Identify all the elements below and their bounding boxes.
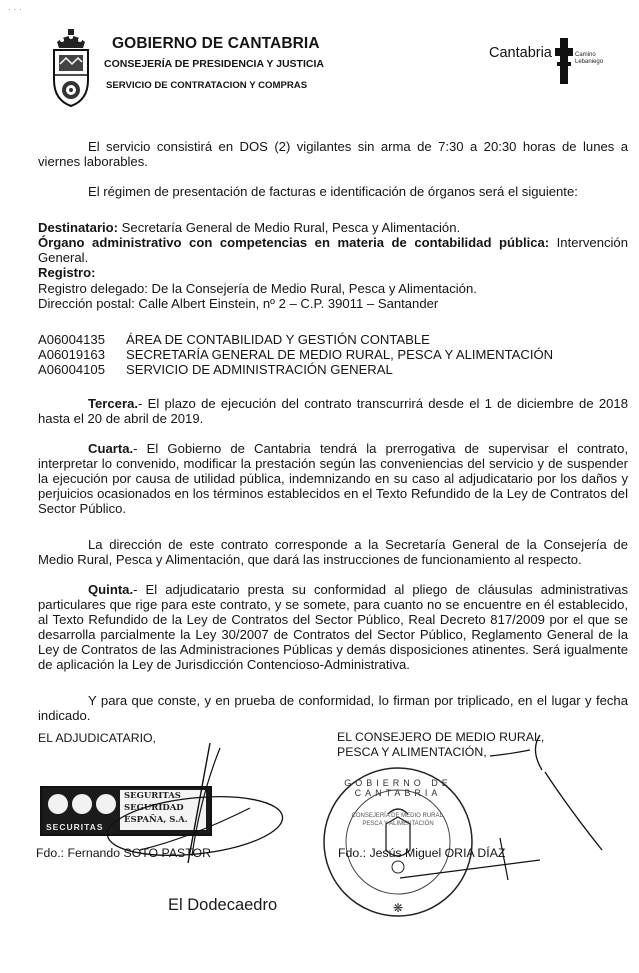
service-paragraph: El servicio consistirá en DOS (2) vigilantes sin arma de 7:30 a 20:30 horas de lunes a viernes laborables. bbox=[38, 139, 628, 169]
registro-delegado: Registro delegado: De la Consejería de Medio Rural, Pesca y Alimentación. bbox=[38, 281, 477, 296]
consejero-title-2: PESCA Y ALIMENTACIÓN, bbox=[337, 745, 487, 759]
svg-text:❋: ❋ bbox=[392, 901, 404, 915]
clause-tercera: Tercera.- El plazo de ejecución del contrato transcurrirá desde el 1 de diciembre de 2018 hasta el 20 de abril de 2019. bbox=[38, 396, 628, 426]
clause-quinta: Quinta.- El adjudicatario presta su conformidad al pliego de cláusulas administrativas particulares que rige para este contrato, y se somete, para cuanto no se encuentre en él establecido, al Texto Refundido de la Ley de Contratos del Sector Público, Real Decreto 817/2009 por el que se desarrolla parcialmente la Ley 30/2007 de Contratos del Sector Público, Reglamento General de la Ley de Contratos de las Administraciones Públicas y demás disposiciones atinentes. Será igualmente de aplicación la Ley de Jurisdicción Contencioso-Administrativa. bbox=[38, 582, 628, 672]
adjudicatario-title: EL ADJUDICATARIO, bbox=[38, 731, 156, 745]
regimen-paragraph: El régimen de presentación de facturas e identificación de órganos será el siguiente: bbox=[88, 184, 578, 199]
direction-paragraph: La dirección de este contrato corresponde a la Secretaría General de la Consejería de Medio Rural, Pesca y Alimentación, que dará las instrucciones de funcionamiento al respecto. bbox=[38, 537, 628, 567]
registro-label: Registro: bbox=[38, 265, 96, 280]
organo-line: Órgano administrativo con competencias en materia de contabilidad pública: Intervención General. bbox=[38, 235, 628, 265]
scan-marks: · · · bbox=[8, 4, 22, 14]
postal-address: Dirección postal: Calle Albert Einstein, nº 2 – C.P. 39011 – Santander bbox=[38, 296, 439, 311]
department-name: CONSEJERÍA DE PRESIDENCIA Y JUSTICIA bbox=[104, 58, 324, 70]
logo-subtitle: Camino Lebaniego bbox=[575, 52, 604, 65]
organ-code-row: A06004135 ÁREA DE CONTABILIDAD Y GESTIÓN CONTABLE bbox=[38, 332, 430, 347]
cantabria-logo bbox=[489, 38, 604, 88]
clause-cuarta: Cuarta.- El Gobierno de Cantabria tendrá la prerrogativa de supervisar el contrato, interpretar lo convenido, modificar la prestación según las conveniencias del servicio y de suspender la ejecución por causa de utilidad pública, indemnizando en su caso al adjudicatario por los daños y perjuicios ocasionados en los términos establecidos en el Texto Refundido de la Ley de Contratos del Sector Público. bbox=[38, 441, 628, 516]
seal-text: GOBIERNO DE CANTABRIA bbox=[344, 778, 452, 798]
closing-paragraph: Y para que conste, y en prueba de conformidad, lo firman por triplicado, en el lugar y fecha indicado. bbox=[38, 693, 628, 723]
service-name: SERVICIO DE CONTRATACION Y COMPRAS bbox=[106, 80, 308, 91]
consejero-title: EL CONSEJERO DE MEDIO RURAL, bbox=[337, 730, 545, 744]
coat-of-arms-icon bbox=[48, 28, 94, 108]
seal-inner-text: CONSEJERÍA DE MEDIO RURAL, PESCA Y ALIMENTACIÓN bbox=[351, 813, 445, 827]
destinatario-line: Destinatario: Secretaría General de Medio Rural, Pesca y Alimentación. bbox=[38, 220, 461, 235]
adjudicatario-name: Fdo.: Fernando SOTO PASTOR bbox=[36, 846, 211, 860]
consejero-name: Fdo.: Jesús Miguel ORIA DÍAZ bbox=[338, 846, 506, 860]
organ-code-row: A06019163 SECRETARÍA GENERAL DE MEDIO RURAL, PESCA Y ALIMENTACIÓN bbox=[38, 347, 554, 362]
cross-icon bbox=[555, 38, 573, 84]
organ-code-row: A06004105 SERVICIO DE ADMINISTRACIÓN GENERAL bbox=[38, 362, 393, 377]
stamp-company-name: SEGURITAS SEGURIDAD ESPAÑA, S.A. bbox=[120, 790, 206, 830]
stamp-brand: SECURITAS bbox=[46, 822, 104, 832]
government-title: GOBIERNO DE CANTABRIA bbox=[112, 35, 320, 52]
footer-label: El Dodecaedro bbox=[168, 896, 278, 914]
logo-word: Cantabria bbox=[489, 45, 552, 61]
